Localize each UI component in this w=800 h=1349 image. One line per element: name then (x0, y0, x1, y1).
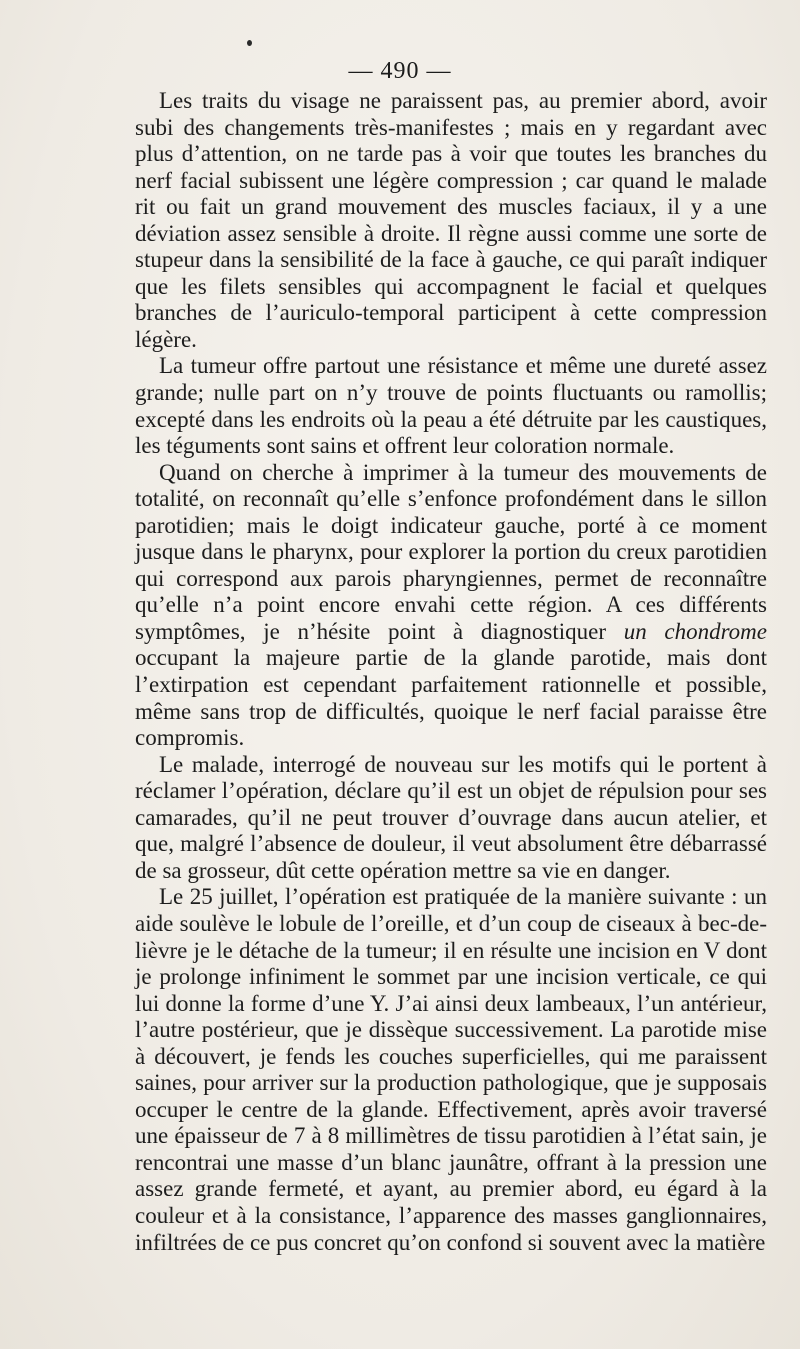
paragraph-5 (135, 884, 767, 1256)
paragraph-1 (135, 88, 767, 353)
paragraph-3-text-b: occupant la majeure partie de la glande parotide, mais dont l’extirpation est cependant parfaitement rationnelle et possible, même sans trop de difficultés, quoique le nerf facial paraisse être compromis. (135, 645, 767, 751)
page-number: — 490 — (348, 58, 452, 84)
paragraph-2-text: La tumeur offre partout une résistance et même une dureté assez grande; nulle part on n’y trouve de points fluctuants ou ramollis; excepté dans les endroits où la peau a été détruite par les caustiques, les téguments sont sains et offrent leur coloration normale. (135, 353, 767, 459)
ink-spot (247, 40, 252, 46)
paragraph-3 (135, 460, 767, 752)
paragraph-4 (135, 752, 767, 885)
body-text (135, 88, 767, 1256)
paragraph-4-text: Le malade, interrogé de nouveau sur les motifs qui le portent à réclamer l’opération, déclare qu’il est un objet de répulsion pour ses camarades, qu’il ne peut trouver d’ouvrage dans aucun atelier, et que, malgré l’absence de douleur, il veut absolument être débarrassé de sa grosseur, dût cette opération mettre sa vie en danger. (135, 751, 767, 883)
paragraph-5-text: Le 25 juillet, l’opération est pratiquée de la manière suivante : un aide soulève le lobule de l’oreille, et d’un coup de ciseaux à bec-de-lièvre je le détache de la tumeur; il en résulte une incision en V dont je prolonge infiniment le sommet par une incision verticale, ce qui lui donne la forme d’une Y. J’ai ainsi deux lambeaux, l’un antérieur, l’autre postérieur, que je dissèque successivement. La parotide mise à découvert, je fends les couches superficielles, qui me paraissent saines, pour arriver sur la production pathologique, que je supposais occuper le centre de la glande. Effectivement, après avoir traversé une épaisseur de 7 à 8 millimètres de tissu parotidien à l’état sain, je rencontrai une masse d’un blanc jaunâtre, offrant à la pression une assez grande fermeté, et ayant, au premier abord, eu égard à la couleur et à la consistance, l’apparence des masses ganglionnaires, infiltrées de ce pus concret qu’on confond si souvent avec la matière (135, 884, 767, 1255)
paragraph-3-italic-term: un chondrome (623, 618, 768, 644)
paragraph-1-text: Les traits du visage ne paraissent pas, au premier abord, avoir subi des changements très-manifestes ; mais en y regardant avec plus d’attention, on ne tarde pas à voir que toutes les branches du nerf facial subissent une légère compression ; car quand le malade rit ou fait un grand mouvement des muscles faciaux, il y a une déviation assez sensible à droite. Il règne aussi comme une sorte de stupeur dans la sensibilité de la face à gauche, ce qui paraît indiquer que les filets sensibles qui accompagnent le facial et quelques branches de l’auriculo-temporal participent à cette compression légère. (135, 88, 767, 352)
paragraph-2 (135, 353, 767, 459)
paragraph-3-text-a: Quand on cherche à imprimer à la tumeur des mouvements de totalité, on reconnaît qu’elle s’enfonce profondément dans le sillon parotidien; mais le doigt indicateur gauche, porté à ce moment jusque dans le pharynx, pour explorer la portion du creux parotidien qui correspond aux parois pharyngiennes, permet de reconnaître qu’elle n’a point encore envahi cette région. A ces différents symptômes, je n’hésite point à diagnostiquer (135, 459, 767, 644)
